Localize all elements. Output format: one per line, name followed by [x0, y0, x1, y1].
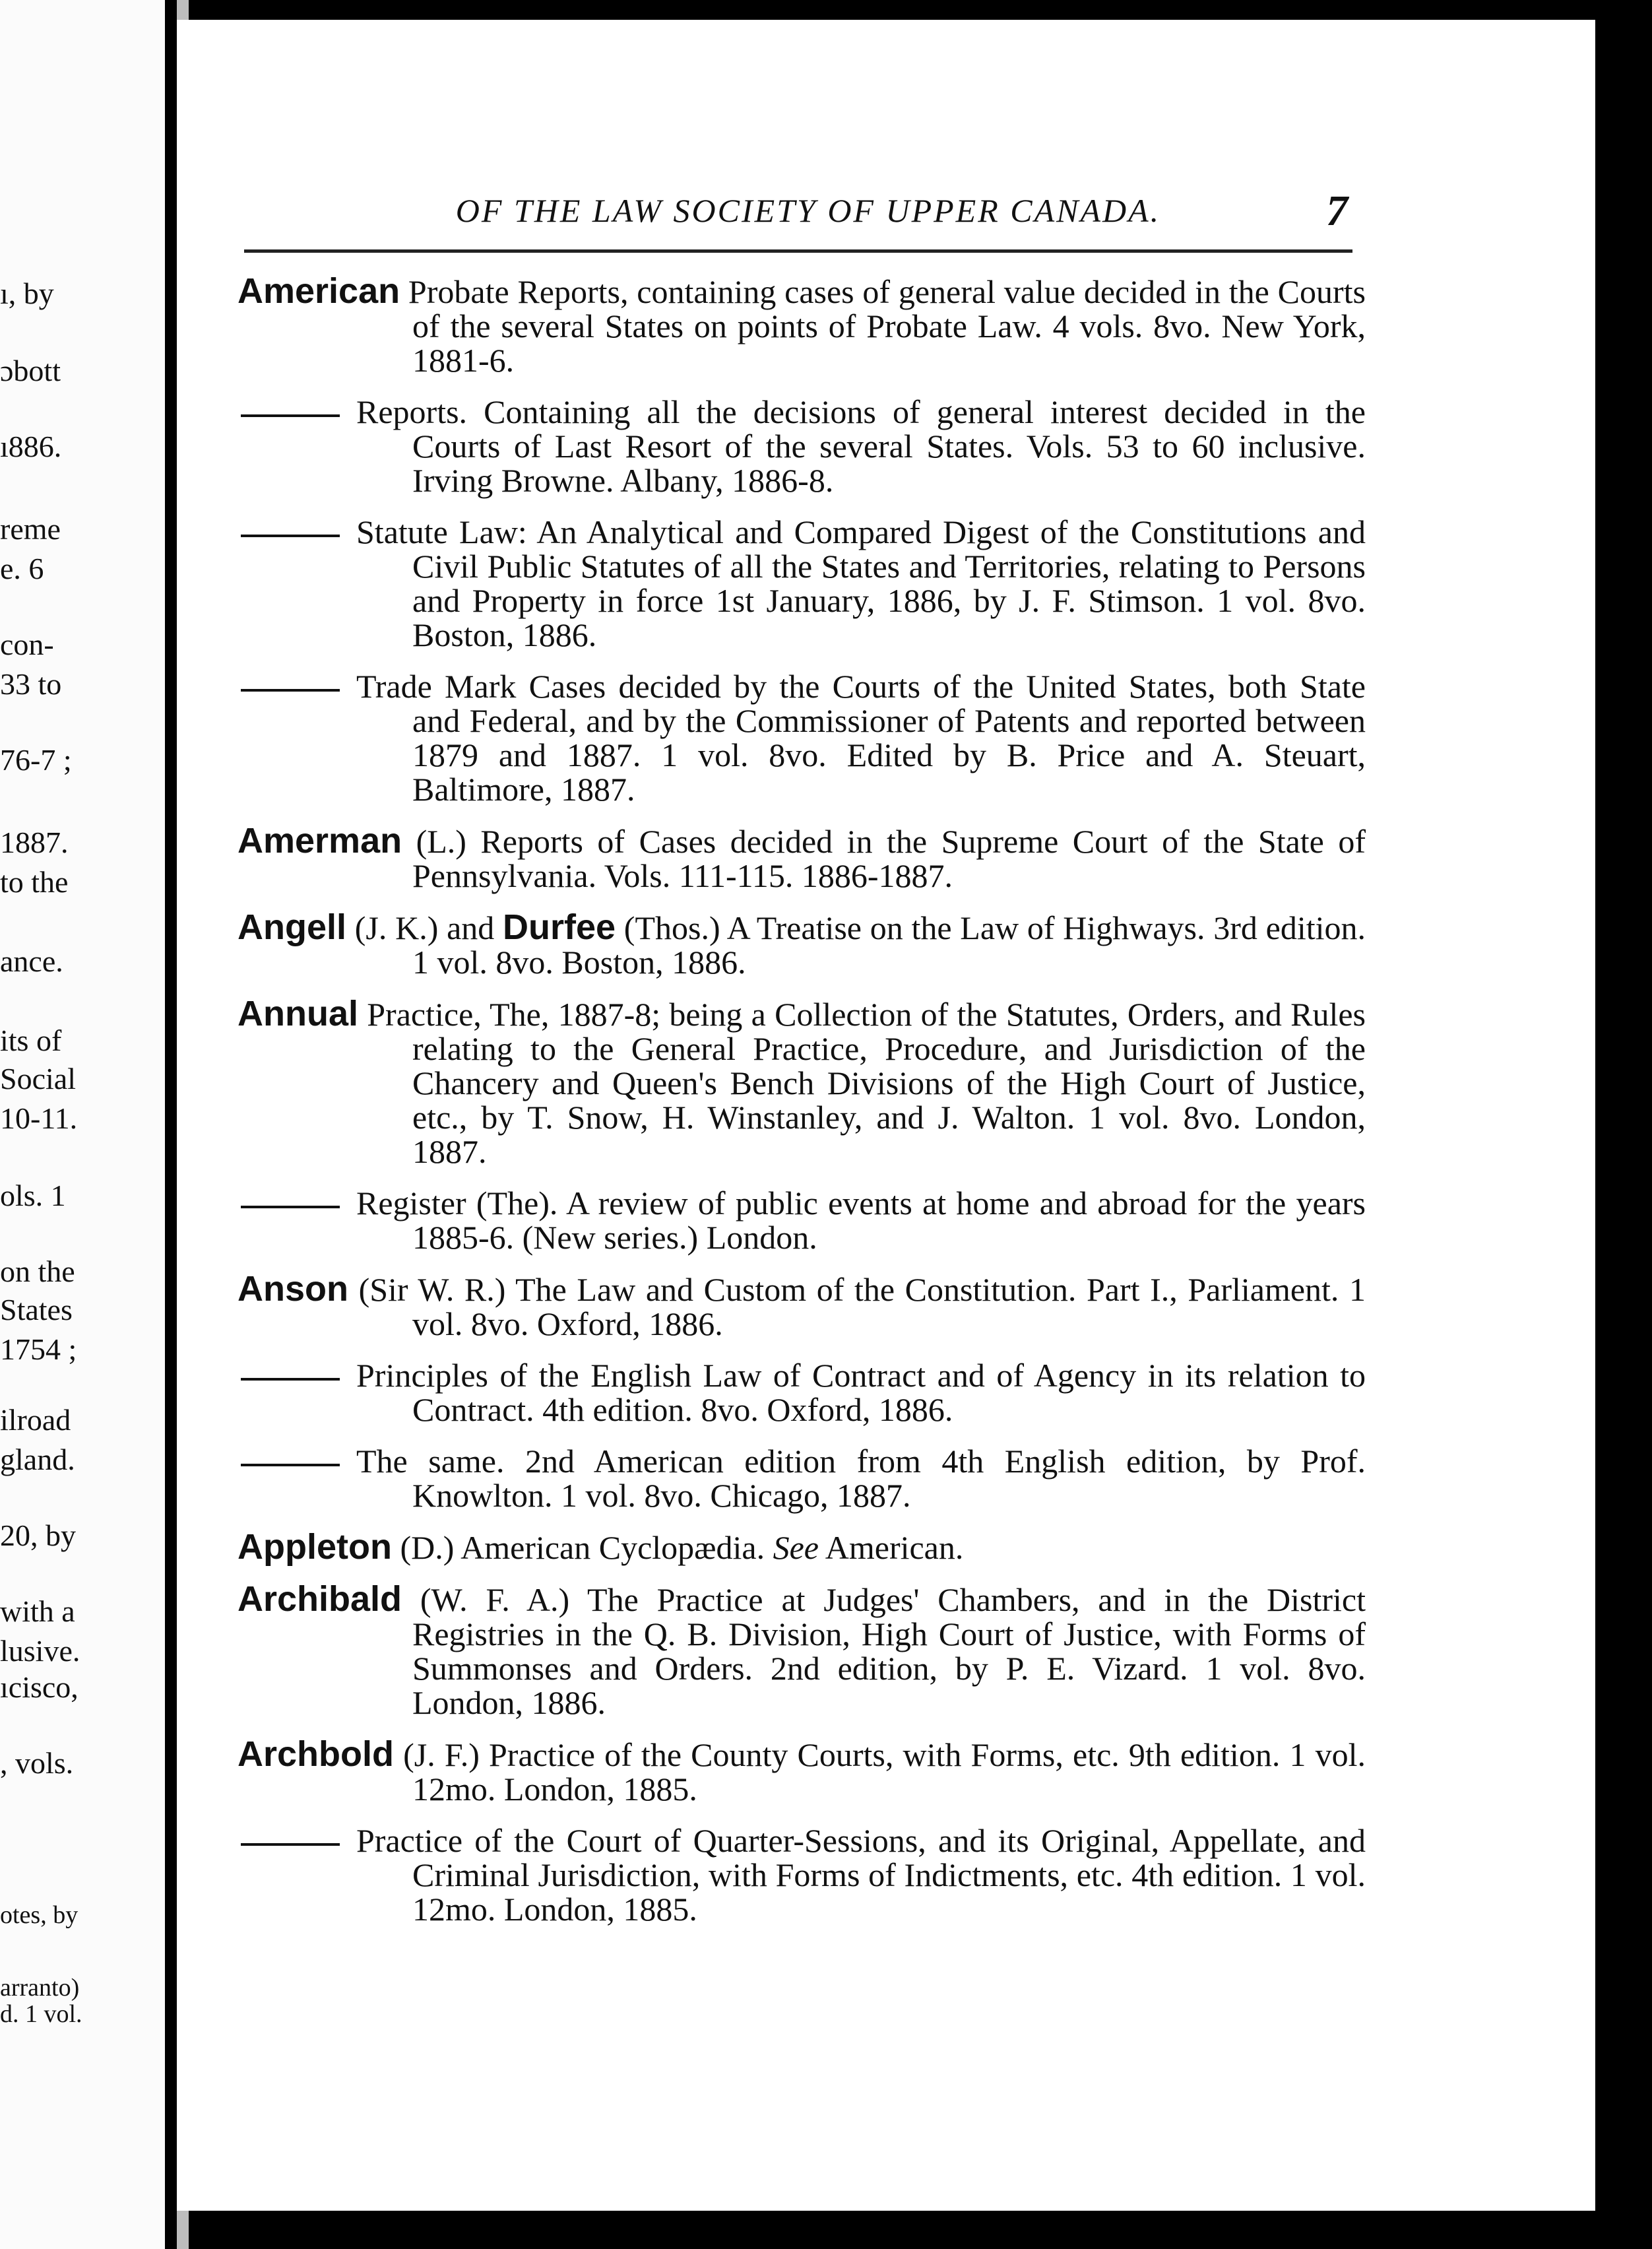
entry-text: (J. K.) and	[354, 909, 495, 946]
facing-page-fragment-line: arranto)	[0, 1974, 80, 2002]
entry-text: (W. F. A.) The Practice at Judges' Chambers, and in the District Registries in the Q. B. Division, High Court of Justice, with Forms of Summonses and Orders. 2nd edition, by P. E. Vizard. 1 vol. 8vo. London, 1886.	[412, 1581, 1366, 1721]
facing-page-fragment-line: ıcisco,	[0, 1670, 79, 1704]
facing-page-fragment-line: ı, by	[0, 277, 54, 310]
entry-author: Anson	[238, 1269, 348, 1309]
entry-author: Annual	[238, 994, 358, 1033]
entry-text: The same. 2nd American edition from 4th English edition, by Prof. Knowlton. 1 vol. 8vo. Chicago, 1887.	[356, 1443, 1366, 1514]
ditto-dash	[241, 1464, 340, 1466]
facing-page-fragment-line: 33 to	[0, 667, 62, 701]
entry	[238, 1444, 1366, 1513]
entry-author: Archbold	[238, 1734, 394, 1774]
facing-page-fragment-line: ols. 1	[0, 1179, 66, 1212]
entry	[238, 1186, 1366, 1255]
entry	[238, 1358, 1366, 1427]
facing-page-fragment-line: , vols.	[0, 1746, 74, 1780]
facing-page-fragment-line: with a	[0, 1594, 75, 1628]
entry-author: American	[238, 271, 400, 311]
facing-page-fragment-line: ɔbott	[0, 354, 61, 387]
entry	[238, 1269, 1366, 1342]
entry	[238, 515, 1366, 652]
facing-page-fragment-line: otes, by	[0, 1901, 79, 1929]
entry	[238, 1823, 1366, 1926]
entry-author: Appleton	[238, 1527, 392, 1567]
entry-text: (Thos.) A Treatise on the Law of Highways. 3rd edition. 1 vol. 8vo. Boston, 1886.	[412, 909, 1366, 981]
facing-page-fragment-line: con-	[0, 628, 54, 661]
entry	[238, 271, 1366, 379]
entry	[238, 395, 1366, 498]
facing-page-fragment-line: 20, by	[0, 1518, 76, 1552]
entry-text: American.	[825, 1529, 964, 1566]
facing-page-fragment-line: its of	[0, 1024, 62, 1057]
entry-text: (L.) Reports of Cases decided in the Supreme Court of the State of Pennsylvania. Vols. 111-115. 1886-1887.	[412, 823, 1366, 894]
ditto-dash	[241, 1378, 340, 1381]
entry-text: (J. F.) Practice of the County Courts, with Forms, etc. 9th edition. 1 vol. 12mo. London, 1885.	[403, 1736, 1366, 1808]
ditto-dash	[241, 1843, 340, 1846]
facing-page-fragment-line: reme	[0, 512, 61, 546]
entry	[238, 1527, 1366, 1567]
facing-page-fragment-line: 76-7 ;	[0, 743, 72, 777]
entry-coauthor: Durfee	[503, 907, 616, 947]
entry-text: (Sir W. R.) The Law and Custom of the Constitution. Part I., Parliament. 1 vol. 8vo. Oxford, 1886.	[358, 1271, 1366, 1342]
entry	[238, 1579, 1366, 1721]
entry-text: Practice of the Court of Quarter-Sessions, and its Original, Appellate, and Criminal Jurisdiction, with Forms of Indictments, etc. 4th edition. 1 vol. 12mo. London, 1885.	[356, 1822, 1366, 1928]
running-title: OF THE LAW SOCIETY OF UPPER CANADA.	[455, 192, 1161, 229]
ditto-dash	[241, 535, 340, 537]
entry	[238, 821, 1366, 894]
facing-page-fragment-line: e. 6	[0, 552, 44, 585]
facing-page-fragment-line: States	[0, 1293, 73, 1326]
facing-page-fragment-line: lusive.	[0, 1634, 80, 1668]
entry	[238, 996, 1366, 1169]
entry-see: See	[773, 1529, 819, 1566]
ditto-dash	[241, 1206, 340, 1208]
facing-page-fragment-line: on the	[0, 1255, 75, 1288]
facing-page-fragment-line: d. 1 vol.	[0, 2000, 82, 2028]
entry-text: (D.) American Cyclopædia.	[400, 1529, 765, 1566]
facing-page-fragment-line: gland.	[0, 1443, 75, 1476]
entry-text: Register (The). A review of public events at home and abroad for the years 1885-6. (New series.) London.	[356, 1185, 1366, 1256]
entry-text: Trade Mark Cases decided by the Courts of the United States, both State and Federal, and by the Commissioner of Patents and reported between 1879 and 1887. 1 vol. 8vo. Edited by B. Price and A. Steuart, Baltimore, 1887.	[356, 668, 1366, 808]
facing-page-fragment-line: to the	[0, 865, 69, 899]
facing-page-fragment-line: ilroad	[0, 1403, 71, 1437]
entry-text: Probate Reports, containing cases of general value decided in the Courts of the several States on points of Probate Law. 4 vols. 8vo. New York, 1881-6.	[408, 273, 1366, 379]
entry	[238, 907, 1366, 981]
facing-page-fragment-line: 1754 ;	[0, 1332, 77, 1366]
page-number: 7	[1326, 187, 1348, 235]
facing-page-fragment-line: ı886.	[0, 430, 62, 463]
entry-author: Amerman	[238, 821, 402, 861]
facing-page-fragment-line: Social	[0, 1062, 76, 1095]
facing-page-fragment-line: 10-11.	[0, 1101, 78, 1135]
facing-page-fragment	[0, 0, 165, 2249]
ditto-dash	[241, 414, 340, 417]
ditto-dash	[241, 689, 340, 692]
header-rule	[244, 249, 1352, 253]
entry-text: Reports. Containing all the decisions of general interest decided in the Courts of Last Resort of the several States. Vols. 53 to 60 inclusive. Irving Browne. Albany, 1886-8.	[356, 393, 1366, 499]
entry	[238, 1734, 1366, 1808]
entry-text: Statute Law: An Analytical and Compared Digest of the Constitutions and Civil Public Statutes of all the States and Territories, relating to Persons and Property in force 1st January, 1886, by J. F. Stimson. 1 vol. 8vo. Boston, 1886.	[356, 513, 1366, 653]
entry-text: Practice, The, 1887-8; being a Collection of the Statutes, Orders, and Rules relating to the General Practice, Procedure, and Jurisdiction of the Chancery and Queen's Bench Divisions of the High Court of Justice, etc., by T. Snow, H. Winstanley, and J. Walton. 1 vol. 8vo. London, 1887.	[367, 996, 1366, 1170]
entry-text: Principles of the English Law of Contract and of Agency in its relation to Contract. 4th edition. 8vo. Oxford, 1886.	[356, 1357, 1366, 1428]
facing-page-fragment-line: 1887.	[0, 826, 69, 859]
bibliography-list	[238, 271, 1366, 1943]
entry-author: Archibald	[238, 1579, 402, 1619]
entry	[238, 669, 1366, 806]
entry-author: Angell	[238, 907, 347, 947]
facing-page-fragment-line: ance.	[0, 944, 63, 978]
